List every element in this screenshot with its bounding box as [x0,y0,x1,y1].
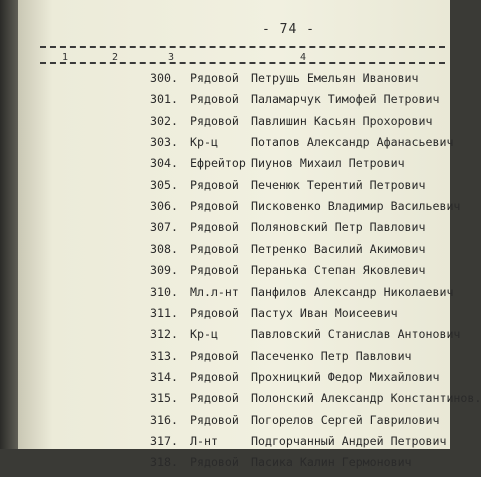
table-row [0,434,450,456]
row-number: 305. [150,177,178,192]
row-number: 310. [150,284,178,299]
row-number: 303. [150,135,178,150]
row-name: Полонский Александр Константинов. [251,391,481,406]
row-rank: Рядовой [190,348,239,363]
row-number: 313. [150,348,178,363]
row-rank: Ефрейтор [190,156,246,171]
row-name: Перанька Степан Яковлевич [251,263,426,278]
row-number: 304. [150,156,178,171]
table-row [0,114,450,136]
column-number-4: 4 [300,52,307,63]
row-rank: Рядовой [190,177,239,192]
row-number: 318. [150,455,178,470]
row-name: Павлишин Касьян Прохорович [251,113,433,128]
table-header-bottom-border [40,62,445,64]
row-number: 300. [150,71,178,85]
table-row [0,71,450,93]
table-row [0,199,461,221]
row-number: 317. [150,433,178,448]
row-number: 315. [150,391,178,406]
row-name: Потапов Александр Афанасьевич [251,135,454,150]
row-rank: Кр-ц [190,135,218,150]
table-row [0,370,450,392]
row-rank: Рядовой [190,305,239,320]
row-rank: Рядовой [190,113,239,128]
row-rank: Кр-ц [190,327,218,342]
row-rank: Рядовой [190,199,239,214]
table-row [0,178,450,200]
row-number: 307. [150,220,178,235]
table-row [0,391,481,413]
table-row [0,455,450,477]
row-number: 311. [150,305,178,320]
row-number: 301. [150,92,178,107]
column-number-3: 3 [168,52,175,63]
column-number-2: 2 [112,52,119,63]
table-row [0,92,450,114]
row-rank: Рядовой [190,263,239,278]
row-number: 314. [150,369,178,384]
row-number: 316. [150,412,178,427]
table-row [0,156,450,178]
row-name: Поляновский Петр Павлович [251,220,426,235]
table-row [0,306,450,328]
row-number: 309. [150,263,178,278]
column-number-1: 1 [62,52,69,63]
row-name: Панфилов Александр Николаевич [251,284,454,299]
row-rank: Рядовой [190,391,239,406]
row-number: 308. [150,241,178,256]
row-rank: Рядовой [190,220,239,235]
table-row [0,284,454,307]
row-name: Паламарчук Тимофей Петрович [251,92,440,107]
row-rank: Мл.л-нт [190,284,239,299]
row-name: Пастух Иван Моисеевич [251,305,398,320]
table-row [0,263,450,285]
row-name: Пиунов Михаил Петрович [251,156,405,171]
row-name: Подгорчанный Андрей Петрович [251,433,447,448]
row-rank: Рядовой [190,92,239,107]
table-row [0,242,450,264]
row-rank: Рядовой [190,369,239,384]
row-name: Пасика Калин Гермонович [251,455,412,470]
table-row [0,349,450,371]
row-number: 312. [150,327,178,342]
row-name: Павловский Станислав Антонович [251,327,461,342]
row-name: Прохницкий Федор Михайлович [251,369,440,384]
row-rank: Рядовой [190,241,239,256]
row-name: Печенюк Терентий Петрович [251,177,426,192]
row-name: Петрушь Емельян Иванович [251,71,419,85]
row-name: Писковенко Владимир Васильевич [251,199,461,214]
row-rank: Рядовой [190,412,239,427]
row-rank: Рядовой [190,455,239,470]
row-rank: Л-нт [190,433,218,448]
row-number: 302. [150,113,178,128]
table-header-top-border [40,46,445,48]
row-number: 306. [150,199,178,214]
table-row [0,413,450,435]
row-name: Петренко Василий Акимович [251,241,426,256]
row-name: Пасеченко Петр Павлович [251,348,412,363]
table-row [0,220,450,242]
table-row [0,135,454,157]
table-row [0,327,461,349]
row-rank: Рядовой [190,71,239,85]
row-name: Погорелов Сергей Гаврилович [251,412,440,427]
page-number: - 74 - [262,22,315,37]
